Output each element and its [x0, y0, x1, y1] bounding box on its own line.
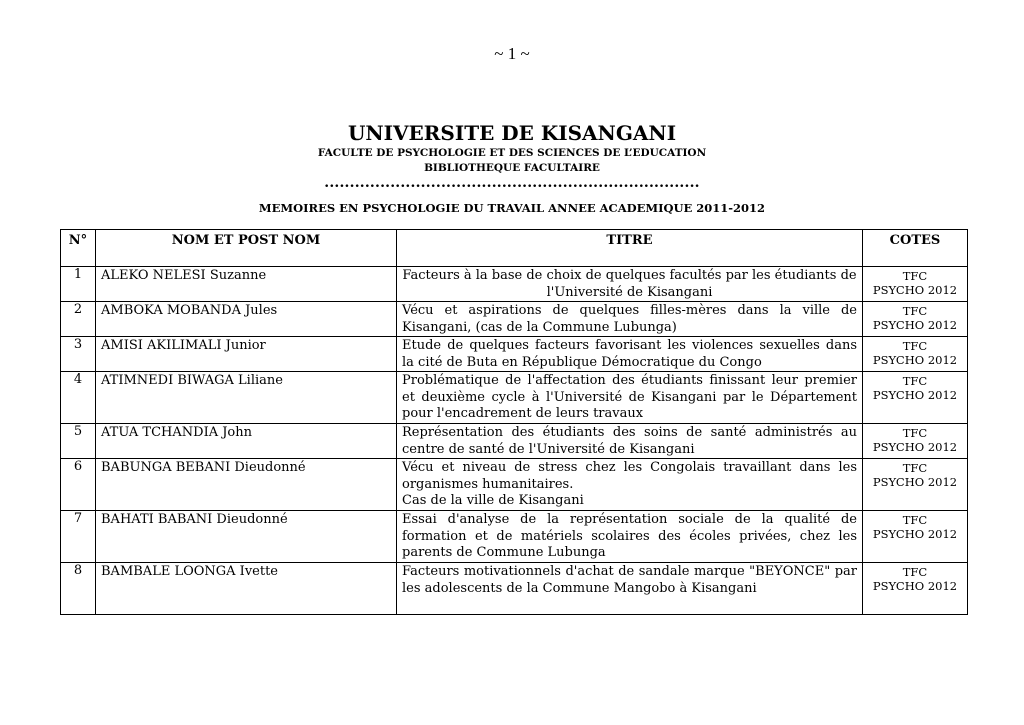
cote-code: PSYCHO 2012 — [872, 283, 958, 297]
table-row — [61, 459, 968, 511]
cote-type: TFC — [902, 304, 928, 318]
row-name: BAHATI BABANI Dieudonné — [96, 511, 397, 563]
cote-type: TFC — [902, 374, 928, 388]
table-row — [61, 511, 968, 563]
row-name: BABUNGA BEBANI Dieudonné — [96, 459, 397, 511]
row-cotes — [863, 302, 968, 337]
university-title: UNIVERSITE DE KISANGANI — [347, 121, 677, 145]
cote-code: PSYCHO 2012 — [872, 353, 958, 367]
cote-code: PSYCHO 2012 — [872, 475, 958, 489]
column-header-name: NOM ET POST NOM — [96, 230, 397, 267]
row-title — [397, 459, 863, 511]
table-header-row — [61, 230, 968, 267]
row-number: 4 — [61, 372, 96, 424]
row-cotes — [863, 563, 968, 615]
cote-code: PSYCHO 2012 — [872, 318, 958, 332]
list-title: MEMOIRES EN PSYCHOLOGIE DU TRAVAIL ANNEE ACADEMIQUE 2011-2012 — [258, 201, 766, 215]
row-title: Etude de quelques facteurs favorisant les violences sexuelles dans la cité de Buta en République Démocratique du Congo — [397, 337, 863, 372]
row-name: ATUA TCHANDIA John — [96, 424, 397, 459]
cote-type: TFC — [902, 339, 928, 353]
row-number: 2 — [61, 302, 96, 337]
row-title: Vécu et aspirations de quelques filles-mères dans la ville de Kisangani, (cas de la Commune Lubunga) — [397, 302, 863, 337]
column-header-num: N° — [61, 230, 96, 267]
memoires-table — [60, 229, 968, 615]
row-cotes — [863, 511, 968, 563]
table-row — [61, 372, 968, 424]
cote-code: PSYCHO 2012 — [872, 440, 958, 454]
page-number: ~ 1 ~ — [494, 44, 530, 63]
row-number: 8 — [61, 563, 96, 615]
row-number: 6 — [61, 459, 96, 511]
row-title-main: Vécu et niveau de stress chez les Congolais travaillant dans les organismes humanitaires. — [402, 460, 857, 492]
row-name: AMBOKA MOBANDA Jules — [96, 302, 397, 337]
cote-type: TFC — [902, 565, 928, 579]
row-title: Essai d'analyse de la représentation sociale de la qualité de formation et de matériels scolaires des écoles privées, chez les parents de Commune Lubunga — [397, 511, 863, 563]
cote-type: TFC — [902, 426, 928, 440]
table-row — [61, 302, 968, 337]
cote-type: TFC — [902, 269, 928, 283]
cote-type: TFC — [902, 513, 928, 527]
row-number: 5 — [61, 424, 96, 459]
row-title: Problématique de l'affectation des étudiants finissant leur premier et deuxième cycle à l'Université de Kisangani par le Département pour l'encadrement de leurs travaux — [397, 372, 863, 424]
cote-code: PSYCHO 2012 — [872, 388, 958, 402]
row-cotes — [863, 267, 968, 302]
table-row — [61, 424, 968, 459]
row-cotes — [863, 337, 968, 372]
row-number: 7 — [61, 511, 96, 563]
table-row — [61, 337, 968, 372]
row-cotes — [863, 372, 968, 424]
cote-code: PSYCHO 2012 — [872, 527, 958, 541]
faculty-subtitle: FACULTE DE PSYCHOLOGIE ET DES SCIENCES DE L’EDUCATION — [317, 147, 707, 159]
row-name: BAMBALE LOONGA Ivette — [96, 563, 397, 615]
table-row — [61, 267, 968, 302]
row-cotes — [863, 459, 968, 511]
cote-code: PSYCHO 2012 — [872, 579, 958, 593]
row-number: 1 — [61, 267, 96, 302]
library-subtitle: BIBLIOTHEQUE FACULTAIRE — [424, 162, 600, 174]
row-number: 3 — [61, 337, 96, 372]
row-title: Facteurs motivationnels d'achat de sandale marque "BEYONCE" par les adolescents de la Commune Mangobo à Kisangani — [397, 563, 863, 615]
row-title: Facteurs à la base de choix de quelques facultés par les étudiants de l'Université de Kisangani — [397, 267, 863, 302]
row-name: ATIMNEDI BIWAGA Liliane — [96, 372, 397, 424]
cote-type: TFC — [902, 461, 928, 475]
row-title: Représentation des étudiants des soins de santé administrés au centre de santé de l'Université de Kisangani — [397, 424, 863, 459]
row-title-extra: Cas de la ville de Kisangani — [402, 493, 584, 508]
dotted-separator: .......................................................................... — [324, 176, 700, 190]
column-header-cotes: COTES — [863, 230, 968, 267]
table-row — [61, 563, 968, 615]
row-cotes — [863, 424, 968, 459]
row-name: ALEKO NELESI Suzanne — [96, 267, 397, 302]
column-header-title: TITRE — [397, 230, 863, 267]
row-name: AMISI AKILIMALI Junior — [96, 337, 397, 372]
